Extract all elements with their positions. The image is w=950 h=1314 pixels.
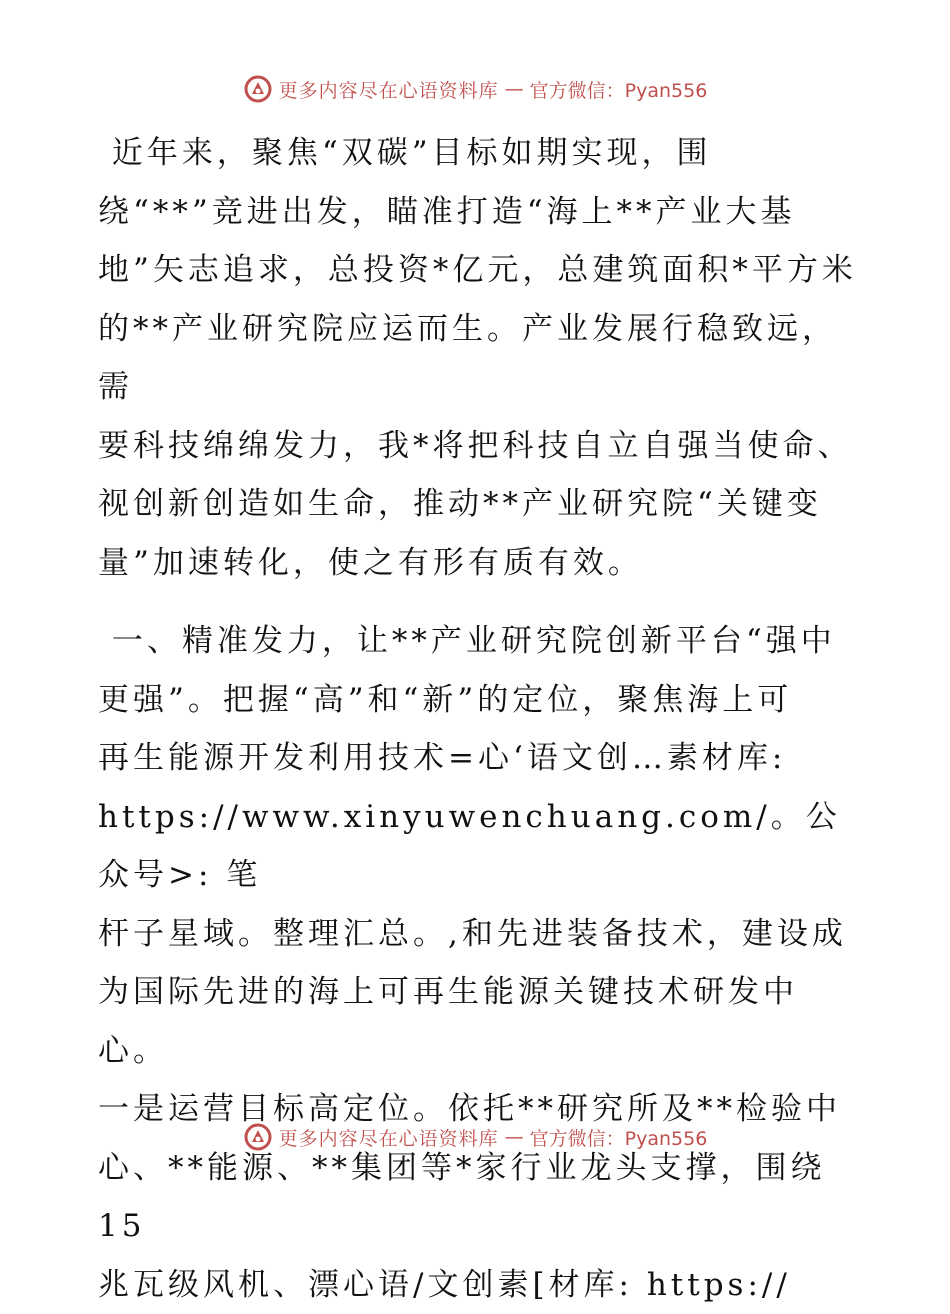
paragraph-spacer <box>98 592 858 612</box>
watermark-wechat-text: 官方微信：Pyan556 <box>530 1124 708 1151</box>
header-watermark <box>0 74 950 104</box>
footer-watermark <box>0 1122 950 1152</box>
text-line: 绕“**”竞进出发，瞄准打造“海上**产业大基 <box>98 183 858 242</box>
paragraph-intro <box>98 124 858 592</box>
brand-logo-icon <box>243 1122 273 1152</box>
text-line: 的**产业研究院应运而生。产业发展行稳致远，需 <box>98 300 858 417</box>
watermark-main-text: 更多内容尽在心语资料库 <box>279 76 499 103</box>
watermark-dash: — <box>505 78 524 100</box>
text-line: 近年来，聚焦“双碳”目标如期实现，围 <box>98 124 858 183</box>
text-line: 要科技绵绵发力，我*将把科技自立自强当使命、 <box>98 417 858 476</box>
text-line: 一、精准发力，让**产业研究院创新平台“强中 <box>98 612 858 671</box>
text-line: 一是运营目标高定位。依托**研究所及**检验中 <box>98 1080 858 1139</box>
watermark-dash: — <box>505 1126 524 1148</box>
text-line: 兆瓦级风机、漂心语/文创素[材库: https:// <box>98 1256 858 1314</box>
text-line: 地”矢志追求，总投资*亿元，总建筑面积*平方米 <box>98 241 858 300</box>
brand-logo-icon <box>243 74 273 104</box>
text-line: 再生能源开发利用技术=心‘语文创…素材库: <box>98 729 858 788</box>
text-line: 心、**能源、**集团等*家行业龙头支撑，围绕15 <box>98 1139 858 1256</box>
text-line: 更强”。把握“高”和“新”的定位，聚焦海上可 <box>98 671 858 730</box>
text-line: https://www.xinyuwenchuang.com/。公众号>: 笔 <box>98 788 858 905</box>
text-line: 为国际先进的海上可再生能源关键技术研发中心。 <box>98 963 858 1080</box>
paragraph-section-one <box>98 612 858 1314</box>
text-line: 量”加速转化，使之有形有质有效。 <box>98 534 858 593</box>
text-line: 视创新创造如生命，推动**产业研究院“关键变 <box>98 475 858 534</box>
text-line: 杆子星域。整理汇总。,和先进装备技术，建设成 <box>98 905 858 964</box>
watermark-main-text: 更多内容尽在心语资料库 <box>279 1124 499 1151</box>
watermark-wechat-text: 官方微信：Pyan556 <box>530 76 708 103</box>
